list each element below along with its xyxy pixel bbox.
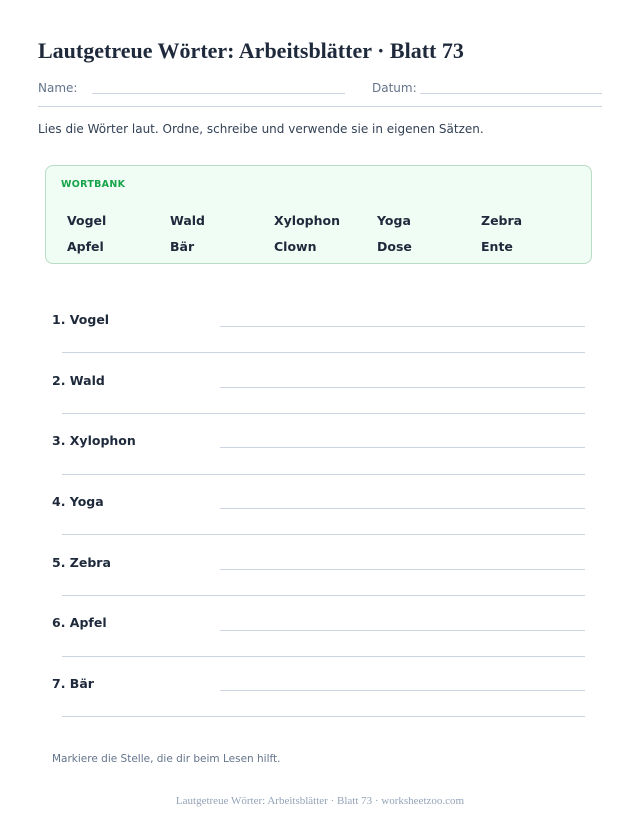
sentence-writing-line[interactable]: [62, 352, 585, 353]
exercise-label: 1. Vogel: [52, 312, 110, 327]
wordbank-box: [45, 165, 592, 264]
exercise-label: 5. Zebra: [52, 555, 111, 570]
word-writing-line[interactable]: [220, 690, 585, 691]
sentence-writing-line[interactable]: [62, 413, 585, 414]
word-writing-line[interactable]: [220, 569, 585, 570]
wordbank-word: Zebra: [481, 213, 523, 228]
wordbank-word: Clown: [274, 239, 317, 254]
exercise-label: 6. Apfel: [52, 615, 107, 630]
wordbank-word: Ente: [481, 239, 513, 254]
wordbank-word: Xylophon: [274, 213, 340, 228]
word-writing-line[interactable]: [220, 508, 585, 509]
sentence-writing-line[interactable]: [62, 716, 585, 717]
exercise-label: 3. Xylophon: [52, 433, 136, 448]
date-line[interactable]: [420, 93, 602, 94]
page-footer: Lautgetreue Wörter: Arbeitsblätter · Blatt 73 · worksheetzoo.com: [175, 795, 465, 807]
word-writing-line[interactable]: [220, 387, 585, 388]
sentence-writing-line[interactable]: [62, 656, 585, 657]
wordbank-word: Apfel: [67, 239, 104, 254]
wordbank-word: Vogel: [67, 213, 107, 228]
wordbank-word: Bär: [170, 239, 195, 254]
sentence-writing-line[interactable]: [62, 534, 585, 535]
sentence-writing-line[interactable]: [62, 474, 585, 475]
wordbank-word: Wald: [170, 213, 206, 228]
instructions: Lies die Wörter laut. Ordne, schreibe und verwende sie in eigenen Sätzen.: [38, 122, 484, 136]
worksheet-title: Lautgetreue Wörter: Arbeitsblätter · Blatt 73: [38, 38, 464, 63]
name-line[interactable]: [92, 93, 345, 94]
wordbank-title: WORTBANK: [61, 179, 126, 190]
word-writing-line[interactable]: [220, 630, 585, 631]
sentence-writing-line[interactable]: [62, 595, 585, 596]
reading-hint: Markiere die Stelle, die dir beim Lesen hilft.: [52, 753, 281, 765]
name-label: Name:: [38, 81, 78, 95]
date-label: Datum:: [372, 81, 417, 95]
exercise-label: 2. Wald: [52, 373, 105, 388]
wordbank-word: Yoga: [377, 213, 411, 228]
word-writing-line[interactable]: [220, 447, 585, 448]
wordbank-word: Dose: [377, 239, 412, 254]
exercise-label: 7. Bär: [52, 676, 94, 691]
word-writing-line[interactable]: [220, 326, 585, 327]
header-divider: [38, 106, 602, 107]
exercise-label: 4. Yoga: [52, 494, 104, 509]
